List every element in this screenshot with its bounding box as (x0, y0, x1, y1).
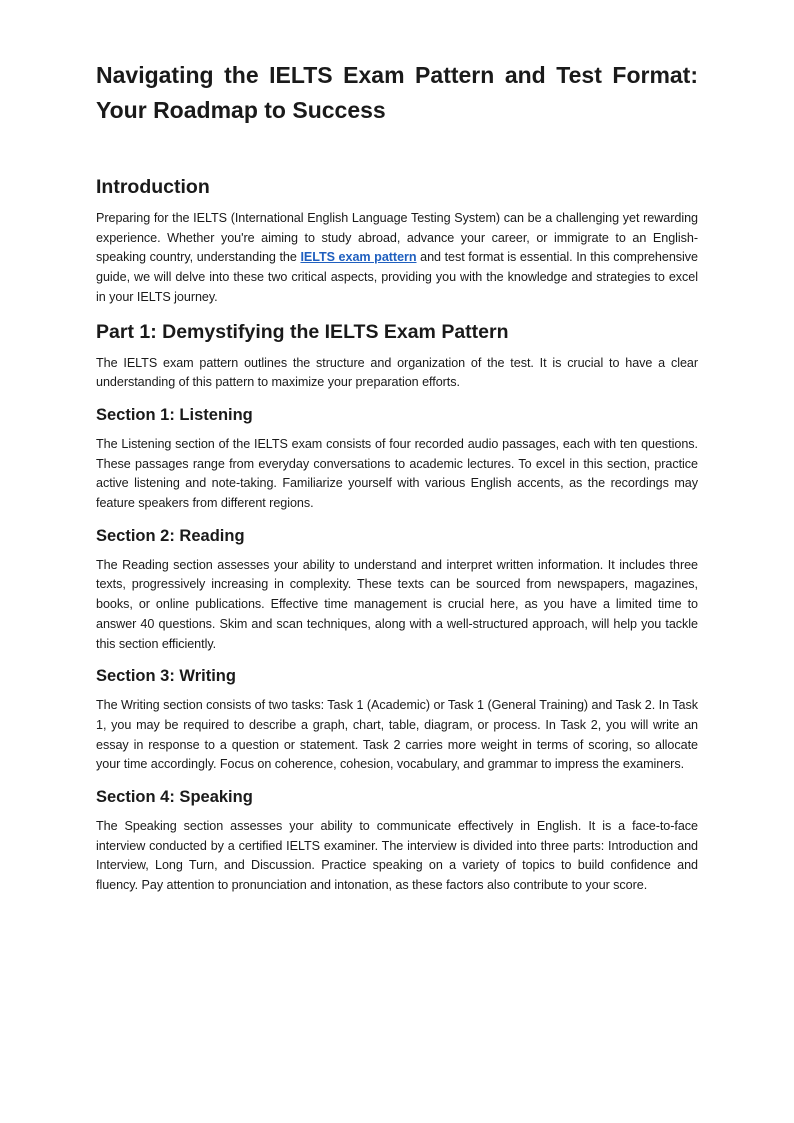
section-listening-heading: Section 1: Listening (96, 405, 253, 424)
section-reading-heading: Section 2: Reading (96, 526, 245, 545)
document-page (96, 58, 698, 896)
section-listening-paragraph: The Listening section of the IELTS exam consists of four recorded audio passages, each with ten questions. These passages range from everyday conversations to academic lectures. To excel in this section, practice active listening and note-taking. Familiarize yourself with various English accents, as the recordings may feature speakers from different regions. (96, 436, 698, 511)
section-writing-paragraph: The Writing section consists of two tasks: Task 1 (Academic) or Task 1 (General Training) and Task 2. In Task 1, you may be required to describe a graph, chart, table, diagram, or process. In Task 2, you will write an essay in response to a question or statement. Task 2 carries more weight in terms of scoring, so allocate your time accordingly. Focus on coherence, cohesion, vocabulary, and grammar to impress the examiners. (96, 698, 698, 772)
section-writing-heading: Section 3: Writing (96, 667, 236, 686)
introduction-paragraph (96, 209, 698, 308)
introduction-text-start: Preparing for the IELTS (International English Language Testing System) can be a challenging yet rewarding experience. Whether you're aiming to study abroad, advance your career, or immigrate to an English-speaking country, understanding the (96, 211, 698, 265)
ielts-exam-pattern-link[interactable]: IELTS exam pattern (300, 250, 417, 265)
part1-heading: Part 1: Demystifying the IELTS Exam Pattern (96, 320, 509, 343)
document-title: Navigating the IELTS Exam Pattern and Test Format: Your Roadmap to Success (96, 62, 698, 123)
section-speaking-heading: Section 4: Speaking (96, 788, 253, 807)
introduction-text-end: and test format is essential. In this comprehensive guide, we will delve into these two critical aspects, providing you with the knowledge and strategies to excel in your IELTS journey. (96, 250, 698, 304)
part1-paragraph: The IELTS exam pattern outlines the structure and organization of the test. It is crucial to have a clear understanding of this pattern to maximize your preparation efforts. (96, 355, 698, 390)
introduction-heading: Introduction (96, 176, 210, 198)
section-speaking-paragraph: The Speaking section assesses your ability to communicate effectively in English. It is a face-to-face interview conducted by a certified IELTS examiner. The interview is divided into three parts: Introduction and Interview, Long Turn, and Discussion. Practice speaking on a variety of topics to build confidence and fluency. Pay attention to pronunciation and intonation, as these factors also contribute to your score. (96, 819, 698, 893)
section-reading-paragraph: The Reading section assesses your ability to understand and interpret written information. It includes three texts, progressively increasing in complexity. These texts can be sourced from newspapers, magazines, books, or online publications. Effective time management is crucial here, as you have a limited time to answer 40 questions. Skim and scan techniques, along with a well-structured approach, will help you tackle this section efficiently. (96, 557, 698, 651)
